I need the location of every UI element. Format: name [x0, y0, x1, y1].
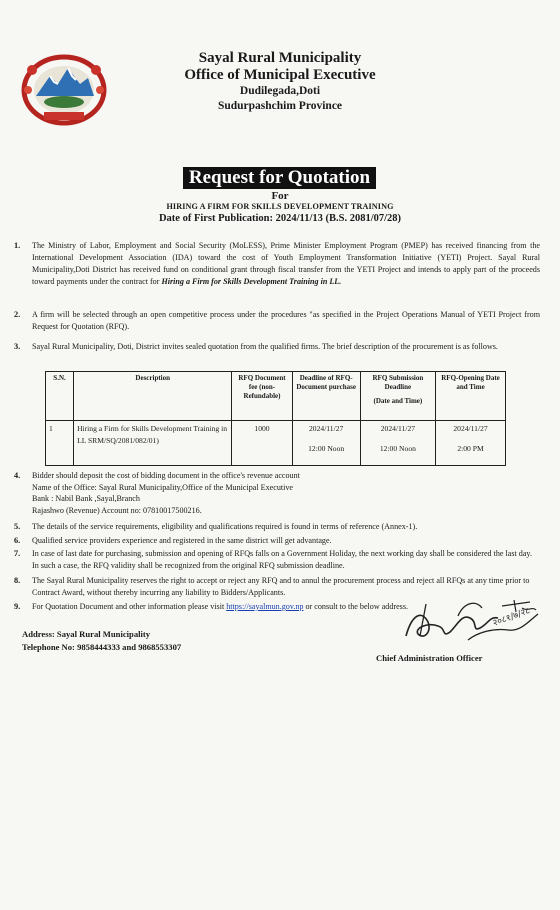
cell-opening-date	[436, 421, 506, 466]
submission-date: 2024/11/27	[380, 424, 416, 433]
signer-title: Chief Administration Officer	[376, 653, 483, 663]
paragraph-number: 1.	[14, 241, 21, 250]
paragraph-number: 2.	[14, 310, 21, 319]
paragraph-emphasis: Hiring a Firm for Skills Development Training in LL.	[161, 277, 342, 286]
item-5: The details of the service requirements, eligibility and qualifications required is found in terms of reference (Annex-1).	[32, 522, 418, 531]
item-number: 9.	[14, 602, 21, 611]
header-purchase-deadline: Deadline of RFQ-Document purchase	[292, 372, 360, 421]
item-4-bank-details	[32, 470, 540, 516]
header-description: Description	[74, 372, 232, 421]
header-submission-sub: (Date and Time)	[373, 397, 423, 405]
item-4-bank: Bank : Nabil Bank ,Sayal,Branch	[32, 494, 140, 503]
item-number: 8.	[14, 576, 21, 585]
contact-address	[22, 628, 181, 654]
procurement-table	[45, 371, 506, 466]
document-title: Request for Quotation	[183, 167, 376, 189]
website-link[interactable]: https://sayalmun.gov.np	[226, 602, 304, 611]
paragraph-2: A firm will be selected through an open competitive process under the procedures "as specified in the Project Operations Manual of YETI Project from Request for Quotation (RFQ).	[32, 310, 540, 331]
item-4-office-name: Name of the Office: Sayal Rural Municipality,Office of the Municipal Executive	[32, 482, 294, 492]
opening-time: 2:00 PM	[457, 444, 484, 453]
office-location: Dudilegada,Doti	[239, 85, 321, 97]
table-header-row	[46, 372, 506, 421]
office-header	[150, 50, 410, 114]
item-8: The Sayal Rural Municipality reserves the right to accept or reject any RFQ and to annul the procurement process and reject all RFQs at any time prior to Contract Award, without thereby incurring any liability to Bidders/Applicants.	[32, 576, 530, 597]
header-document-fee: RFQ Document fee (non-Refundable)	[232, 372, 292, 421]
item-number: 5.	[14, 522, 21, 531]
cell-description: Hiring a Firm for Skills Development Training in LL SRM/SQ/2081/082/01)	[74, 421, 232, 466]
submission-time: 12:00 Noon	[379, 444, 416, 453]
province-name: Sudurpashchim Province	[217, 100, 343, 112]
item-number: 7.	[14, 549, 21, 558]
table-row	[46, 421, 506, 466]
header-opening-date: RFQ-Opening Date and Time	[436, 372, 506, 421]
publication-date: Date of First Publication: 2024/11/13 (B.S. 2081/07/28)	[158, 213, 402, 224]
address-line: Address: Sayal Rural Municipality	[22, 629, 151, 639]
cell-submission-deadline	[360, 421, 435, 466]
purchase-time: 12:00 Noon	[308, 444, 345, 453]
paragraph-3: Sayal Rural Municipality, Doti, District invites sealed quotation from the qualified firms. The brief description of the procurement is as follows.	[32, 342, 498, 351]
paragraph-number: 3.	[14, 342, 21, 351]
header-submission-deadline	[360, 372, 435, 421]
cell-purchase-deadline	[292, 421, 360, 466]
signature-date-handwriting: २०८१/७/२८	[491, 606, 532, 629]
office-name: Office of Municipal Executive	[184, 67, 376, 83]
paragraph-text: The Ministry of Labor, Employment and Social Security (MoLESS), Prime Minister Employment Program (PMEP) has received financing from the International Development Association (IDA) toward the cost of Youth Employment Transformation Initiative (YETI) Project. Sayal Rural Municipality,Doti District has received fund on conditional grant through fiscal transfer from the YETI Project and intends to apply part of the proceeds toward payments under the contract for	[32, 241, 540, 286]
item-4-account: Rajashwo (Revenue) Account no: 07810017500216.	[32, 505, 202, 515]
paragraph-1	[32, 240, 540, 288]
item-9-text: For Quotation Document and other information please visit	[32, 602, 227, 611]
item-number: 6.	[14, 536, 21, 545]
item-number: 4.	[14, 471, 21, 480]
handwritten-signature	[398, 592, 548, 648]
item-6: Qualified service providers experience and registered in the same district will get advantage.	[32, 536, 332, 545]
for-label: For	[271, 190, 289, 202]
item-7: In case of last date for purchasing, submission and opening of RFQs falls on a Government Holiday, the next working day shall be considered the last day. In such a case, the RFQ validity shall be recognized from the original RFQ submission deadline.	[32, 549, 532, 570]
purchase-date: 2024/11/27	[309, 424, 344, 433]
cell-fee: 1000	[232, 421, 292, 466]
opening-date: 2024/11/27	[453, 424, 488, 433]
notice-subject: HIRING A FIRM FOR SKILLS DEVELOPMENT TRAINING	[166, 202, 394, 211]
cell-sn: 1	[46, 421, 74, 466]
item-9-text-end: or consult to the below address.	[303, 602, 409, 611]
item-4-line: Bidder should deposit the cost of bidding document in the office's revenue account	[32, 471, 300, 480]
municipality-name: Sayal Rural Municipality	[198, 50, 362, 66]
municipality-emblem-logo	[18, 50, 110, 126]
header-sn: S.N.	[46, 372, 74, 421]
header-submission-label: RFQ Submission Deadline	[372, 374, 424, 391]
telephone-line: Telephone No: 9858444333 and 9868553307	[22, 642, 182, 652]
